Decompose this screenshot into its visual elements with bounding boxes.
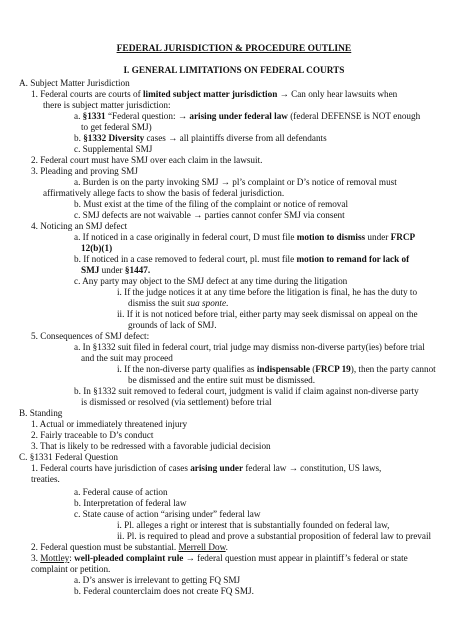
- outline-line: is dismissed or resolved (via settlement) before trial: [81, 397, 272, 407]
- outline-line: b. Federal counterclaim does not create FQ SMJ.: [74, 586, 254, 596]
- outline-line: a. Federal cause of action: [74, 487, 168, 497]
- outline-line: 2. Fairly traceable to D’s conduct: [31, 430, 154, 440]
- outline-line: c. SMJ defects are not waivable → parties cannot confer SMJ via consent: [74, 210, 345, 220]
- outline-line: a. D’s answer is irrelevant to getting FQ SMJ: [74, 575, 241, 585]
- outline-line: b. In §1332 suit removed to federal court, judgment is valid if claim against non-diverse party: [74, 386, 419, 396]
- outline-line: to get federal SMJ): [81, 122, 152, 132]
- outline-line: b. Must exist at the time of the filing of the complaint or notice of removal: [74, 199, 349, 209]
- outline-line: 3. That is likely to be redressed with a favorable judicial decision: [31, 441, 271, 451]
- outline-line: 3. Mottley: well-pleaded complaint rule → federal question must appear in plaintiff’s federal or state: [31, 553, 408, 563]
- outline-line: 1. Actual or immediately threatened injury: [31, 419, 188, 429]
- outline-line: B. Standing: [19, 408, 63, 418]
- outline-line: a. §1331 “Federal question: → arising under federal law (federal DEFENSE is NOT enough: [74, 111, 421, 121]
- outline-line: treaties.: [31, 474, 60, 484]
- outline-line: grounds of lack of SMJ.: [128, 320, 217, 330]
- outline-line: there is subject matter jurisdiction:: [43, 100, 171, 110]
- outline-line: 5. Consequences of SMJ defect:: [31, 331, 150, 341]
- outline-line: 3. Pleading and proving SMJ: [31, 166, 138, 176]
- outline-line: C. §1331 Federal Question: [19, 452, 119, 462]
- outline-line: dismiss the suit sua sponte.: [128, 298, 229, 308]
- outline-line: b. If noticed in a case removed to federal court, pl. must file motion to remand for lack of: [74, 254, 410, 264]
- document-title: FEDERAL JURISDICTION & PROCEDURE OUTLINE: [116, 43, 352, 54]
- outline-line: 4. Noticing an SMJ defect: [31, 221, 128, 231]
- outline-line: 2. Federal court must have SMJ over each claim in the lawsuit.: [31, 155, 263, 165]
- outline-line: A. Subject Matter Jurisdiction: [19, 78, 130, 88]
- outline-line: b. §1332 Diversity cases → all plaintiffs diverse from all defendants: [74, 133, 327, 143]
- outline-line: ii. Pl. is required to plead and prove a substantial proposition of federal law to prevail: [117, 531, 432, 541]
- outline-line: a. In §1332 suit filed in federal court, trial judge may dismiss non-diverse party(ies) before trial: [74, 342, 425, 352]
- outline-line: i. Pl. alleges a right or interest that is substantially founded on federal law,: [117, 520, 390, 530]
- outline-line: 2. Federal question must be substantial. Merrell Dow.: [31, 542, 228, 552]
- outline-line: c. Any party may object to the SMJ defect at any time during the litigation: [74, 276, 348, 286]
- outline-line: SMJ under §1447.: [81, 265, 151, 275]
- outline-line: 1. Federal courts are courts of limited subject matter jurisdiction → Can only hear lawsuits when: [31, 89, 398, 99]
- outline-line: 12(b)(1): [81, 243, 113, 253]
- outline-line: ii. If it is not noticed before trial, either party may seek dismissal on appeal on the: [117, 309, 418, 319]
- outline-line: c. State cause of action “arising under” federal law: [74, 509, 261, 519]
- outline-line: and the suit may proceed: [81, 353, 173, 363]
- outline-line: affirmatively allege facts to show the basis of federal jurisdiction.: [43, 188, 285, 198]
- outline-line: c. Supplemental SMJ: [74, 144, 153, 154]
- outline-line: b. Interpretation of federal law: [74, 498, 187, 508]
- section-heading: I. GENERAL LIMITATIONS ON FEDERAL COURTS: [123, 66, 345, 76]
- outline-line: i. If the non-diverse party qualifies as indispensable (FRCP 19), then the party cannot: [117, 364, 436, 374]
- outline-line: a. If noticed in a case originally in federal court, D must file motion to dismiss under FRCP: [74, 232, 416, 242]
- outline-line: 1. Federal courts have jurisdiction of cases arising under federal law → constitution, US laws,: [31, 463, 382, 473]
- outline-line: be dismissed and the entire suit must be dismissed.: [128, 375, 316, 385]
- outline-line: a. Burden is on the party invoking SMJ → pl’s complaint or D’s notice of removal must: [74, 177, 397, 187]
- outline-line: i. If the judge notices it at any time before the litigation is final, he has the duty to: [117, 287, 418, 297]
- outline-line: complaint or petition.: [31, 564, 111, 574]
